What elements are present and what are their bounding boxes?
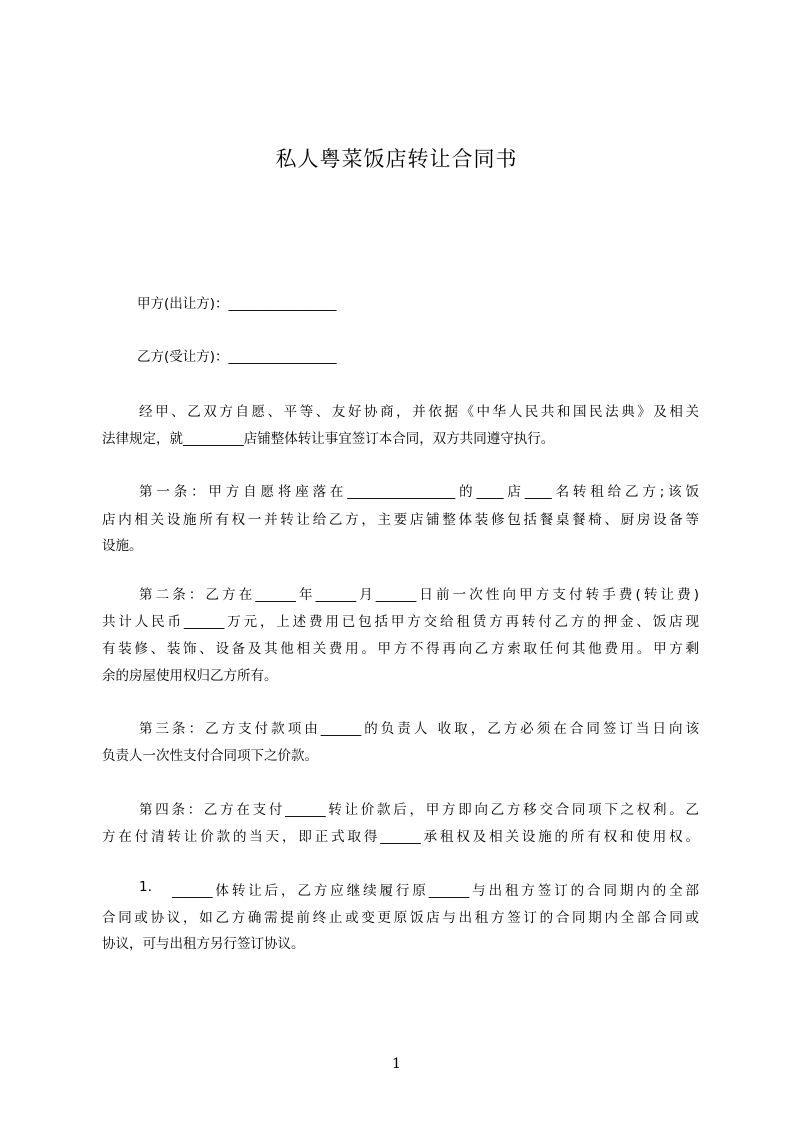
item1-number: 1. xyxy=(139,879,152,895)
article4-line-2: 方在付清转让价款的当天，即正式取得______承租权及相关设施的所有权和使用权。 xyxy=(102,829,699,845)
page-number: 1 xyxy=(392,1056,401,1072)
party-b-line: 乙方(受让方)：________________ xyxy=(137,349,337,365)
item1-line-1: ______体转让后，乙方应继续履行原______与出租方签订的合同期内的全部 xyxy=(172,883,699,899)
article3-line-2: 负责人一次性支付合同项下之价款。 xyxy=(102,748,318,764)
article2-line-2: 共计人民币______万元，上述费用已包括甲方交给租赁方再转付乙方的押金、饭店现 xyxy=(102,614,699,630)
item1-line-3: 协议，可与出租方另行签订协议。 xyxy=(102,936,305,952)
document-title: 私人粤菜饭店转让合同书 xyxy=(275,147,518,171)
article2-line-3: 有装修、装饰、设备及其他相关费用。甲方不得再向乙方索取任何其他费用。甲方剩 xyxy=(102,641,699,657)
article4-line-1: 第四条：乙方在支付______转让价款后，甲方即向乙方移交合同项下之权利。乙 xyxy=(139,802,699,818)
item1-line-2: 合同或协议，如乙方确需提前终止或变更原饭店与出租方签订的合同期内全部合同或 xyxy=(102,910,699,926)
article2-line-4: 余的房屋使用权归乙方所有。 xyxy=(102,668,278,684)
article3-line-1: 第三条：乙方支付款项由______的负责人 收取，乙方必须在合同签订当日向该 xyxy=(139,721,699,737)
preamble-line-2: 法律规定，就_________店铺整体转让事宜签订本合同，双方共同遵守执行。 xyxy=(102,431,555,447)
article1-line-1: 第一条：甲方自愿将座落在________________的____店____名转租给乙方;该饭 xyxy=(139,484,699,500)
article1-line-3: 设施。 xyxy=(102,538,143,554)
party-a-line: 甲方(出让方)：________________ xyxy=(137,296,337,312)
article2-line-1: 第二条：乙方在______年______月______日前一次性向甲方支付转手费(转让费) xyxy=(139,587,699,603)
article1-line-2: 店内相关设施所有权一并转让给乙方，主要店铺整体装修包括餐桌餐椅、厨房设备等 xyxy=(102,512,699,528)
preamble-line-1: 经甲、乙双方自愿、平等、友好协商，并依据《中华人民共和国民法典》及相关 xyxy=(139,404,699,420)
